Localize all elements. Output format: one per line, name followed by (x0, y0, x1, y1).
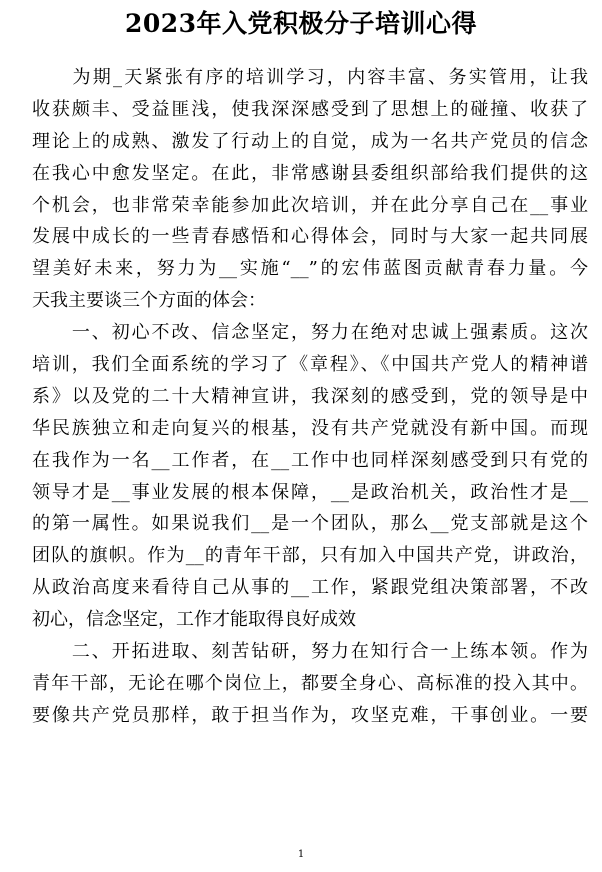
text-line: 望美好未来，努力为__实施“__”的宏伟蓝图贡献青春力量。今 (32, 258, 588, 280)
text-line: 青年干部，无论在哪个岗位上，都要全身心、高标准的投入其中。 (32, 672, 588, 694)
text-line: 在我心中愈发坚定。在此，非常感谢县委组织部给我们提供的这 (32, 162, 588, 184)
text-line: 系》以及党的二十大精神宣讲，我深刻的感受到，党的领导是中 (32, 385, 588, 407)
page-number: 1 (297, 849, 305, 860)
text-line: 从政治高度来看待自己从事的__工作，紧跟党组决策部署，不改 (32, 577, 588, 599)
text-line: 收获颇丰、受益匪浅，使我深深感受到了思想上的碰撞、收获了 (32, 98, 588, 120)
text-line: 领导才是__事业发展的根本保障，__是政治机关，政治性才是__ (32, 481, 588, 503)
text-line: 要像共产党员那样，敢于担当作为，攻坚克难，干事创业。一要 (32, 704, 588, 726)
text-line: 为期_天紧张有序的培训学习，内容丰富、务实管用，让我 (32, 67, 588, 88)
text-line: 的第一属性。如果说我们__是一个团队，那么__党支部就是这个 (32, 513, 588, 535)
text-line: 初心，信念坚定，工作才能取得良好成效 (32, 609, 356, 631)
text-line: 培训，我们全面系统的学习了《章程》、《中国共产党人的精神谱 (32, 354, 588, 376)
text-line: 天我主要谈三个方面的体会： (32, 290, 266, 312)
text-line: 华民族独立和走向复兴的根基，没有共产党就没有新中国。而现 (32, 417, 588, 439)
document-body (32, 62, 588, 732)
text-line: 个机会，也非常荣幸能参加此次培训，并在此分享自己在__事业 (32, 194, 588, 216)
text-line: 在我作为一名__工作者，在__工作中也同样深刻感受到只有党的 (32, 449, 588, 471)
text-line: 发展中成长的一些青春感悟和心得体会，同时与大家一起共同展 (32, 226, 588, 248)
text-line: 团队的旗帜。作为__的青年干部，只有加入中国共产党，讲政治， (32, 545, 588, 567)
text-line: 理论上的成熟、激发了行动上的自觉，成为一名共产党员的信念 (32, 130, 588, 152)
text-line: 二、开拓进取、刻苦钻研，努力在知行合一上练本领。作为 (32, 641, 588, 663)
document-title: 2023年入党积极分子培训心得 (124, 9, 478, 38)
text-line: 一、初心不改、信念坚定，努力在绝对忠诚上强素质。这次 (32, 322, 588, 344)
